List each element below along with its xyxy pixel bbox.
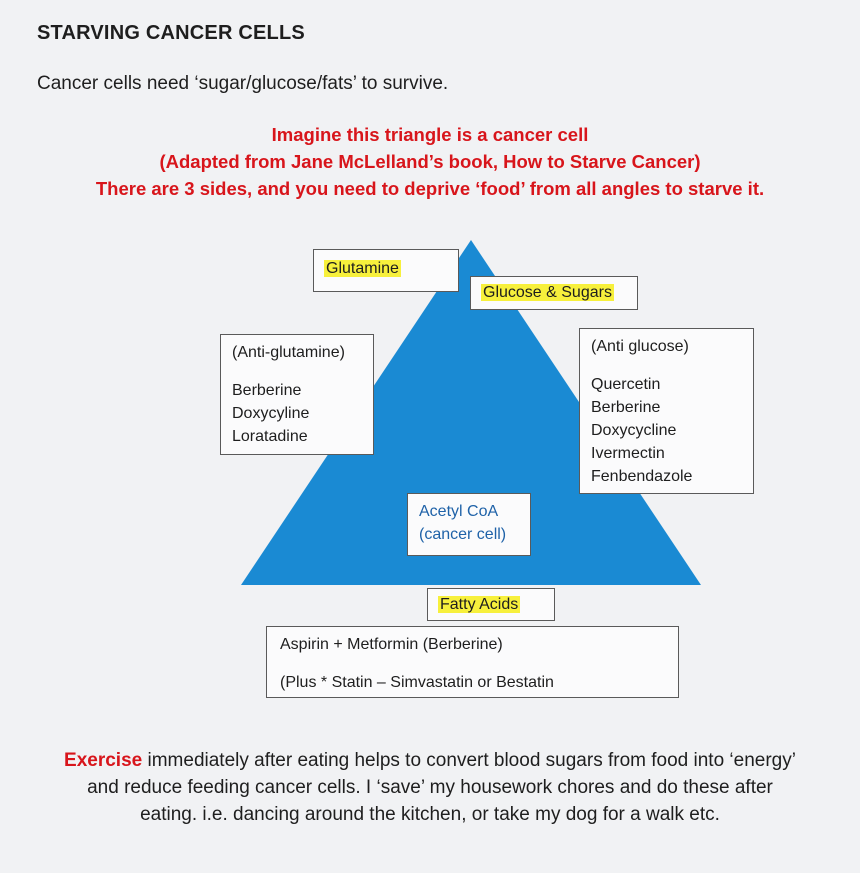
glucose-label: Glucose & Sugars bbox=[483, 284, 612, 301]
glutamine-box bbox=[313, 249, 459, 292]
anti-glucose-box bbox=[579, 328, 754, 494]
acetyl-coa-box bbox=[407, 493, 531, 556]
inhibitor-line-1: Aspirin + Metformin (Berberine) bbox=[280, 636, 503, 653]
explanation-line-1: Imagine this triangle is a cancer cell bbox=[271, 124, 589, 145]
list-item: Doxycyline bbox=[232, 405, 310, 422]
list-item: Berberine bbox=[591, 399, 661, 416]
list-item: Fenbendazole bbox=[591, 468, 693, 485]
explanation-line-2: (Adapted from Jane McLelland’s book, How to Starve Cancer) bbox=[159, 151, 701, 172]
list-item: Doxycycline bbox=[591, 422, 677, 439]
anti-glutamine-box bbox=[220, 334, 374, 455]
list-item: Loratadine bbox=[232, 428, 308, 445]
glucose-box bbox=[470, 276, 638, 310]
anti-glucose-heading: (Anti glucose) bbox=[591, 338, 689, 355]
fatty-acid-inhibitors-box bbox=[266, 626, 679, 698]
list-item: Berberine bbox=[232, 382, 302, 399]
exercise-line-3: eating. i.e. dancing around the kitchen, or take my dog for a walk etc. bbox=[140, 804, 720, 825]
list-item: Quercetin bbox=[591, 376, 661, 393]
exercise-line-1-rest: immediately after eating helps to convert blood sugars from food into ‘energy’ bbox=[142, 750, 796, 771]
glutamine-label: Glutamine bbox=[326, 260, 399, 277]
list-item: Ivermectin bbox=[591, 445, 665, 462]
inhibitor-line-2: (Plus * Statin – Simvastatin or Bestatin bbox=[280, 674, 554, 691]
exercise-line-1 bbox=[0, 747, 860, 774]
anti-glutamine-heading: (Anti-glutamine) bbox=[232, 344, 345, 361]
exercise-paragraph bbox=[0, 747, 860, 828]
exercise-line-2: and reduce feeding cancer cells. I ‘save’ my housework chores and do these after bbox=[87, 777, 773, 798]
fatty-acids-box bbox=[427, 588, 555, 621]
cancer-cell-label: (cancer cell) bbox=[419, 526, 507, 543]
page-title: STARVING CANCER CELLS bbox=[37, 22, 305, 44]
fatty-acids-label: Fatty Acids bbox=[440, 596, 519, 613]
acetyl-coa-label: Acetyl CoA bbox=[419, 503, 499, 520]
intro-text: Cancer cells need ‘sugar/glucose/fats’ to survive. bbox=[37, 73, 449, 94]
exercise-word: Exercise bbox=[64, 750, 143, 771]
explanation-line-3: There are 3 sides, and you need to deprive ‘food’ from all angles to starve it. bbox=[95, 178, 765, 199]
